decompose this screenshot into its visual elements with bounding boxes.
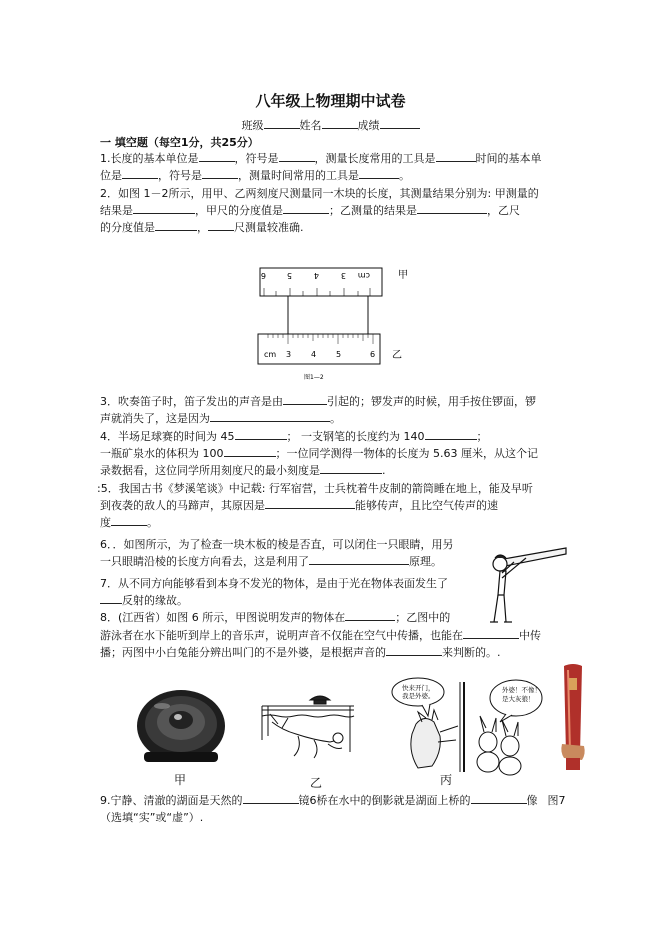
answer-blank[interactable] [133,202,195,214]
answer-blank[interactable] [436,150,476,162]
answer-blank[interactable] [417,202,487,214]
student-info-line [0,117,661,133]
question-8-line-2: 游泳者在水下能听到岸上的音乐声，说明声音不仅能在空气中传播，也能在 中传 [100,629,541,642]
bubble-right-line-2: 是大灰狼！ [502,695,535,703]
ruler-figure [250,262,420,384]
answer-blank[interactable] [210,410,330,422]
question-2-line-1: 2．如图 1－2所示，用甲、乙两刻度尺测量同一木块的长度，其测量结果分别为: 甲测量的 [100,187,539,200]
question-5-line-2: 到夜袭的敌人的马蹄声，其原因是 能够传声，且比空气传声的速 [100,499,498,512]
figure-caption: 图1—2 [304,374,324,381]
question-2-line-3: 的分度值是 ， 尺测量较准确. [100,221,304,234]
name-blank[interactable] [322,117,358,129]
answer-blank[interactable] [100,592,122,604]
class-label: 班级 [241,119,264,132]
question-9-line-2: （选填“实”或“虚”）. [100,811,204,824]
ruler-bottom-tick-5: 5 [336,350,342,359]
score-blank[interactable] [380,117,420,129]
question-4-line-2: 一瓶矿泉水的体积为 100 ；一位同学测得一物体的长度为 5.63 厘米，从这个记 [100,447,538,460]
swimmer-illustration [258,692,358,768]
ruler-top-tick-4: 4 [313,271,319,280]
ruler-top-tick-6: 6 [260,271,266,280]
torch-illustration [556,662,590,772]
question-7-line-2: 反射的缘故。 [100,592,188,609]
answer-blank[interactable] [279,150,315,162]
question-2-line-2: 结果是 ，甲尺的分度值是 ；乙测量的结果是 ，乙尺 [100,204,520,217]
question-1-line-2: 位是 ，符号是 ，测量时间常用的工具是 。 [100,169,410,182]
answer-blank[interactable] [471,792,527,804]
bubble-left-line-1: 快来开门， [402,684,435,692]
ruler-bottom [258,334,380,364]
figure-7-label: 图7 [547,794,566,807]
answer-blank[interactable] [243,792,299,804]
name-label: 姓名 [299,119,322,132]
question-8-line-3: 播；丙图中小白兔能分辨出叫门的不是外婆，是根据声音的 来判断的。. [100,646,501,659]
figure-label-yi: 乙 [310,776,323,790]
answer-blank[interactable] [199,150,235,162]
question-5-line-1: :5．我国古书《梦溪笔谈》中记载: 行军宿营，士兵枕着牛皮制的箭筒睡在地上，能及早听 [97,482,533,495]
answer-blank[interactable] [386,644,442,656]
answer-blank[interactable] [463,627,519,639]
speaker-illustration [132,686,230,768]
answer-blank[interactable] [283,202,329,214]
question-7-line-1: 7．从不同方向能够看到本身不发光的物体，是由于光在物体表面发生了 [100,577,448,590]
answer-blank[interactable] [265,497,355,509]
ruler-bottom-tick-6: 6 [370,350,376,359]
question-3-line-1: 3．吹奏笛子时，笛子发出的声音是由 引起的；锣发声的时候，用手按住锣面，锣 [100,395,536,408]
answer-blank[interactable] [111,514,147,526]
ruler-top-tick-3: 3 [340,271,346,280]
question-1-line-1: 1.长度的基本单位是 ，符号是 ，测量长度常用的工具是 时间的基本单 [100,152,542,165]
question-6-line-2: 一只眼睛沿棱的长度方向看去，这是利用了 原理。 [100,555,442,568]
question-3-line-2: 声就消失了，这是因为 。 [100,412,341,425]
ruler-top-tick-5: 5 [286,271,292,280]
answer-blank[interactable] [235,428,287,440]
answer-blank[interactable] [208,219,234,231]
ruler-bottom-tick-3: 3 [286,350,292,359]
ruler-bottom-label: 乙 [392,350,402,361]
answer-blank[interactable] [155,219,197,231]
wolf-rabbits-illustration [388,676,548,776]
person-checking-board-illustration [478,540,568,625]
figure-label-jia: 甲 [174,773,187,787]
question-4-line-3: 录数据看，这位同学所用刻度尺的最小刻度是 . [100,464,386,477]
question-5-line-3: 度 。 [100,516,158,529]
class-blank[interactable] [264,117,300,129]
answer-blank[interactable] [359,167,399,179]
answer-blank[interactable] [345,609,395,621]
answer-blank[interactable] [320,462,382,474]
ruler-top-label: 甲 [398,270,408,281]
bubble-right-line-1: 外婆！不像！ [502,686,541,694]
figure-label-bing: 丙 [440,773,453,787]
ruler-bottom-tick-4: 4 [311,350,317,359]
ruler-top-unit: cm [357,271,370,280]
answer-blank[interactable] [122,167,158,179]
answer-blank[interactable] [283,393,327,405]
question-8-line-1: 8．(江西省）如图 6 所示，甲图说明发声的物体在 ；乙图中的 [100,611,451,624]
answer-blank[interactable] [224,445,276,457]
page-title: 八年级上物理期中试卷 [255,92,406,110]
question-6-line-1: 6．．如图所示，为了检查一块木板的棱是否直，可以闭住一只眼睛，用另 [100,538,454,551]
answer-blank[interactable] [425,428,477,440]
section-heading: 一 填空题（每空1分，共25分） [100,136,259,149]
question-4-line-1: 4．半场足球赛的时间为 45 ； 一支钢笔的长度约为 140 ； [100,430,488,443]
question-9-line-1: 9.宁静、清澈的湖面是天然的 镜6桥在水中的倒影就是湖面上桥的 像 图7 [100,794,566,807]
answer-blank[interactable] [309,553,409,565]
ruler-bottom-unit: cm [264,350,277,359]
bubble-left-line-2: 我是外婆。 [402,692,435,700]
score-label: 成绩 [357,119,380,132]
answer-blank[interactable] [202,167,238,179]
